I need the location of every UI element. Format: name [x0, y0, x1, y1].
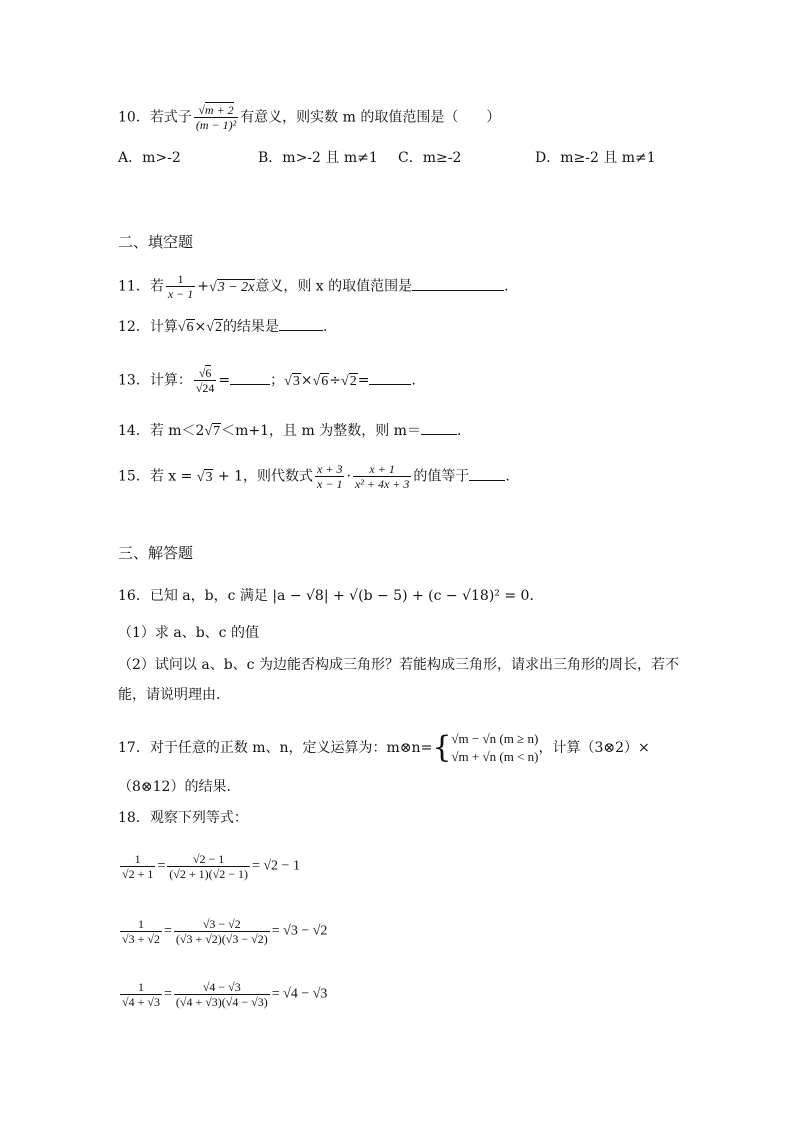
- q18-stem: 18．观察下列等式：: [118, 810, 248, 826]
- q16-part2-line1: （2）试问以 a、b、c 为边能否构成三角形？若能构成三角形，请求出三角形的周长，若不: [118, 657, 679, 673]
- q17-stem: 17．对于任意的正数 m、n，定义运算为：m⊗n={ √m − √n (m ≥ n) √m + √n (m < n) ，计算（3⊗2）×: [118, 730, 650, 765]
- q10-option-c[interactable]: C．m≥-2: [398, 150, 462, 166]
- q13-answer-blank-1[interactable]: [230, 370, 270, 385]
- section-fill-in-title: 二、填空题: [118, 233, 194, 251]
- q14-stem: 14．若 m＜2√7＜m+1，且 m 为整数，则 m＝ .: [118, 420, 461, 442]
- q10-option-a[interactable]: A．m>-2: [118, 150, 181, 166]
- q16-stem: 16．已知 a，b，c 满足 |a − √8| + √(b − 5) + (c − √18)² = 0．: [118, 588, 544, 604]
- q13-answer-blank-2[interactable]: [369, 370, 411, 385]
- q18-equation-3: $\frac{1}{√4 + √3}$ = $\frac{√4 - √3}{(√4 + √3)(√4 - √3)}$ = √4 − √3: [122, 980, 328, 1009]
- q14-answer-blank[interactable]: [421, 420, 457, 435]
- section-solve-title: 三、解答题: [118, 544, 194, 562]
- q15-stem: 15．若 x = √3 + 1，则代数式 $\frac{x + 3}{x - 1}$ · $\frac{x + 1}{\text{x² + 4x + 3}}$ 的值等于 .: [118, 462, 510, 491]
- q12-stem: 12．计算√6×√2的结果是 .: [118, 316, 327, 338]
- q10-option-d[interactable]: D．m≥-2 且 m≠1: [535, 150, 656, 166]
- q13-stem: 13．计算： $\frac{√6}{√24}$ = ；√3×√6÷√2= .: [118, 366, 416, 395]
- q11-answer-blank[interactable]: [412, 276, 504, 291]
- q12-answer-blank[interactable]: [279, 316, 323, 331]
- q17-piecewise: √m − √n (m ≥ n) √m + √n (m < n): [451, 731, 539, 764]
- q18-equation-2: $\frac{1}{√3 + √2}$ = $\frac{√3 - √2}{(√3 + √2)(√3 - √2)}$ = √3 − √2: [122, 917, 328, 946]
- q17-line2: （8⊗12）的结果.: [118, 779, 231, 795]
- q15-answer-blank[interactable]: [469, 466, 505, 481]
- q11-stem: 11．若 $\frac{1}{x - 1}$ +√3 − 2x意义，则 x 的取值范围是 .: [118, 272, 509, 301]
- q16-part1: （1）求 a、b、c 的值: [118, 625, 259, 641]
- q16-part2-line2: 能，请说明理由．: [118, 687, 230, 703]
- q10-stem: 10．若式子 $\frac{√m + 2}{\text{(m − 1)²}}$ 有意义，则实数 m 的取值范围是（ ）: [118, 103, 501, 132]
- q18-equation-1: $\frac{1}{√2 + 1}$ = $\frac{√2 - 1}{(√2 + 1)(√2 - 1)}$ = √2 − 1: [122, 852, 300, 881]
- q10-option-b[interactable]: B．m>-2 且 m≠1: [258, 150, 378, 166]
- q10-fraction: $\frac{√m + 2}{\text{(m − 1)²}}$: [195, 103, 237, 132]
